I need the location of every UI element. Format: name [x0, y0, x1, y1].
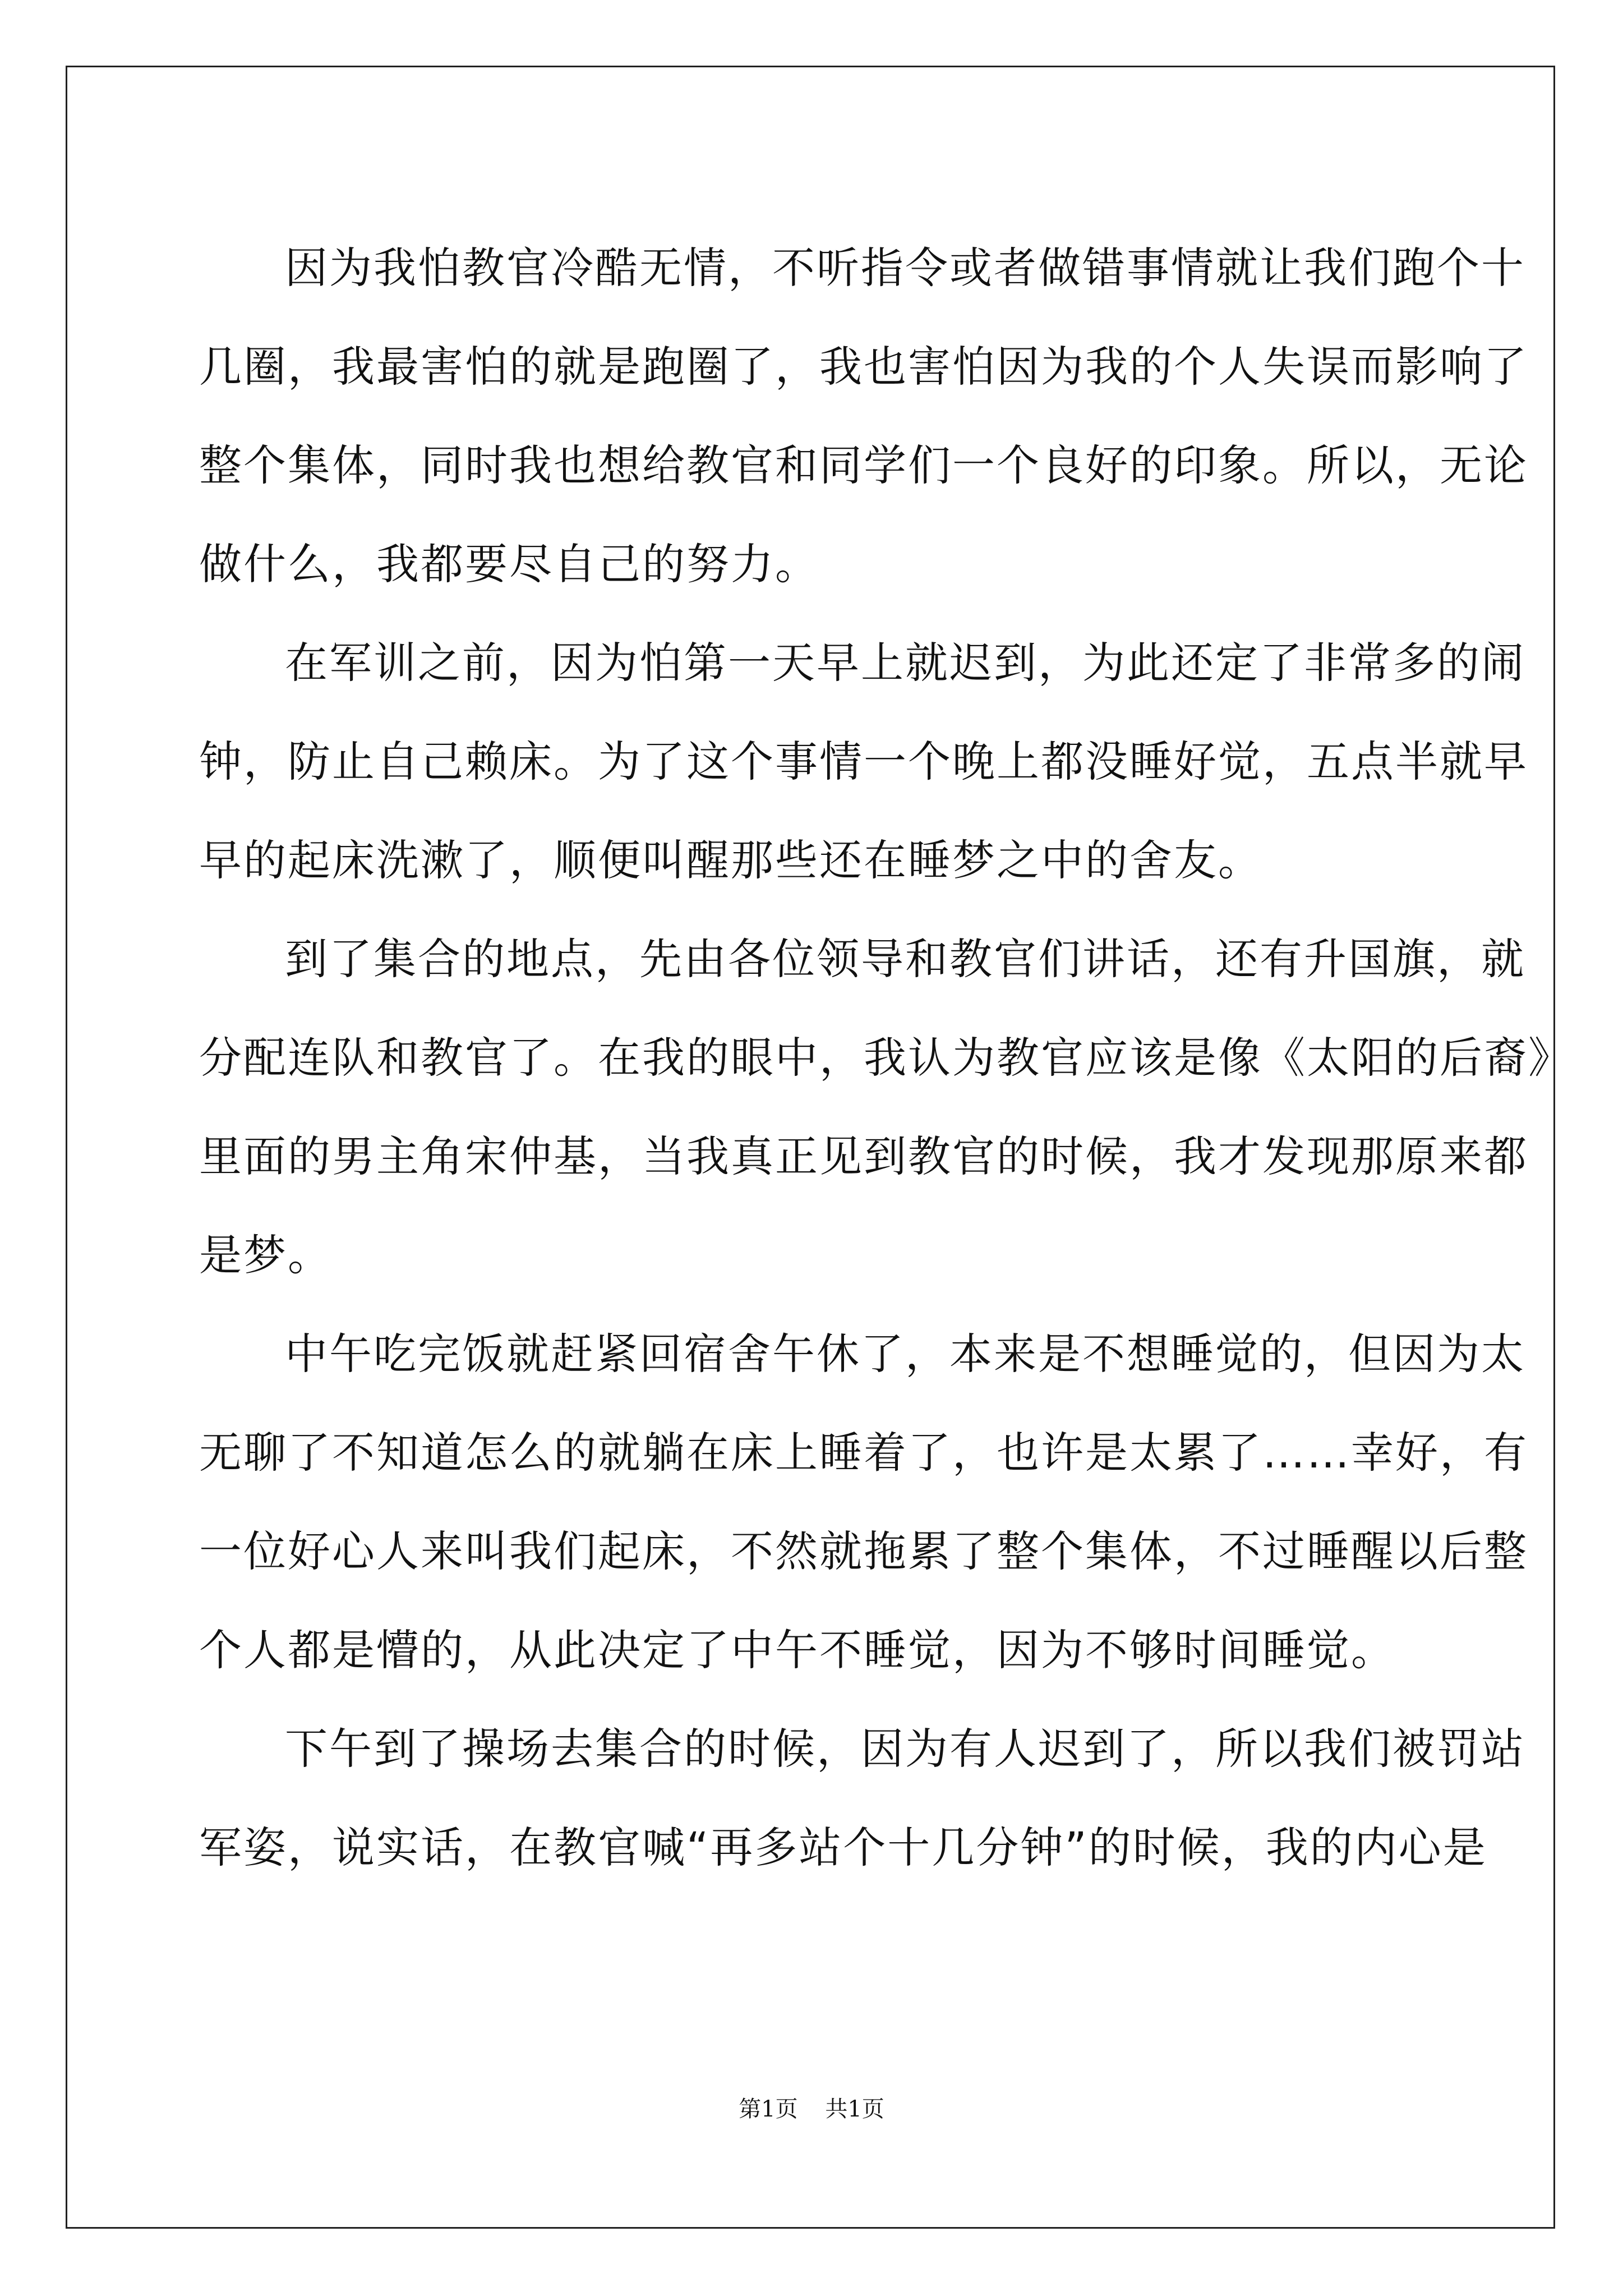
text-line: 中午吃完饭就赶紧回宿舍午休了，本来是不想睡觉的，但因为太	[285, 1329, 1525, 1379]
text-line: 整个集体，同时我也想给教官和同学们一个良好的印象。所以，无论	[199, 440, 1528, 490]
text-line: 几圈，我最害怕的就是跑圈了，我也害怕因为我的个人失误而影响了	[199, 342, 1528, 392]
text-line: 做什么，我都要尽自己的努力。	[199, 539, 819, 589]
text-line: 是梦。	[199, 1230, 332, 1280]
document-body	[199, 219, 1573, 1897]
text-line: 因为我怕教官冷酷无情，不听指令或者做错事情就让我们跑个十	[285, 243, 1525, 293]
page-total: 共1页	[825, 2096, 884, 2122]
text-line: 军姿，说实话，在教官喊“再多站个十几分钟”的时候，我的内心是	[199, 1823, 1487, 1872]
text-line: 到了集合的地点，先由各位领导和教官们讲话，还有升国旗，就	[285, 934, 1525, 984]
page-number: 第1页	[739, 2096, 798, 2122]
text-line: 钟，防止自己赖床。为了这个事情一个晚上都没睡好觉，五点半就早	[199, 737, 1528, 786]
text-line: 个人都是懵的，从此决定了中午不睡觉，因为不够时间睡觉。	[199, 1625, 1395, 1675]
text-line: 里面的男主角宋仲基，当我真正见到教官的时候，我才发现那原来都	[199, 1131, 1528, 1181]
page-footer	[0, 2091, 1623, 2123]
text-line: 一位好心人来叫我们起床，不然就拖累了整个集体，不过睡醒以后整	[199, 1526, 1528, 1576]
text-line: 下午到了操场去集合的时候，因为有人迟到了，所以我们被罚站	[285, 1724, 1525, 1774]
text-line: 分配连队和教官了。在我的眼中，我认为教官应该是像《太阳的后裔》	[199, 1033, 1573, 1083]
text-line: 在军训之前，因为怕第一天早上就迟到，为此还定了非常多的闹	[285, 638, 1525, 688]
text-line: 早的起床洗漱了，顺便叫醒那些还在睡梦之中的舍友。	[199, 835, 1262, 885]
text-line: 无聊了不知道怎么的就躺在床上睡着了，也许是太累了……幸好，有	[199, 1428, 1528, 1478]
